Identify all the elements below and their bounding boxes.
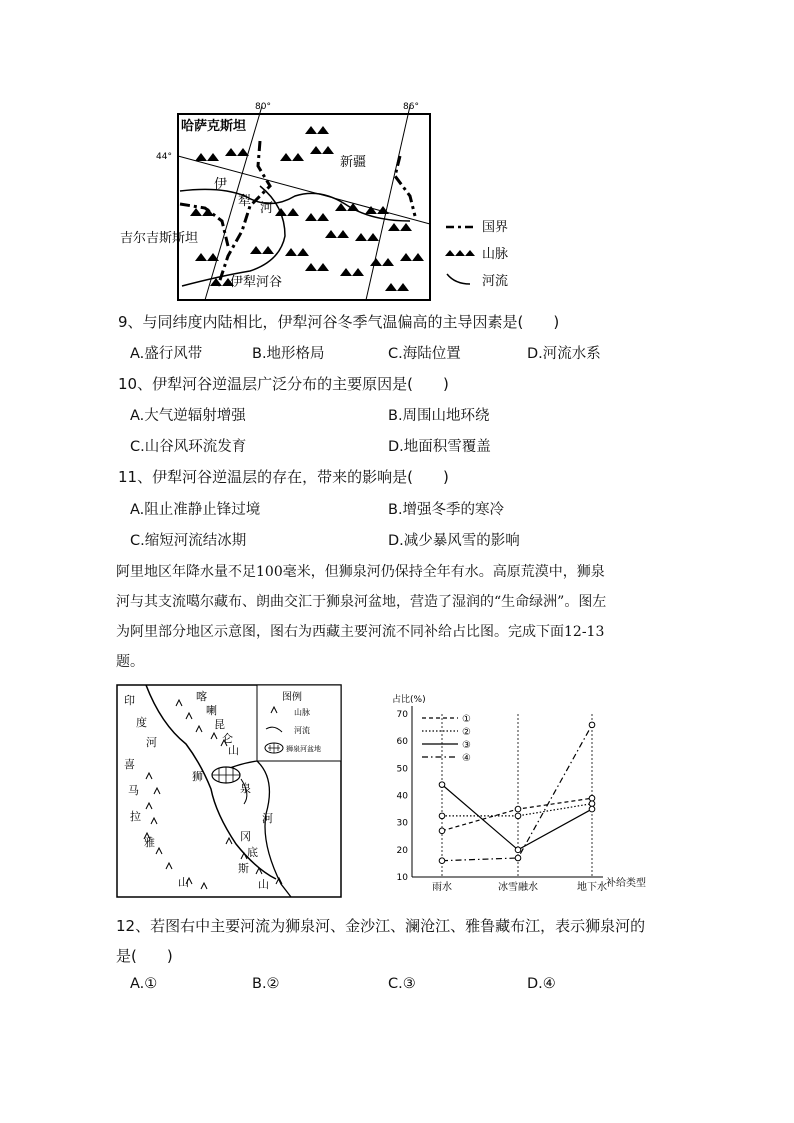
chart-data-point — [439, 858, 445, 864]
q12-option-a[interactable]: A.① — [130, 976, 158, 992]
q11-option-d[interactable]: D.减少暴风雪的影响 — [388, 533, 520, 549]
question-12-stem-2: 是( ) — [116, 947, 173, 965]
himalaya-char-3: 拉 — [130, 810, 141, 823]
chart-y-tick-label: 50 — [396, 764, 408, 775]
question-9-stem: 9、与同纬度内陆相比，伊犁河谷冬季气温偏高的主导因素是( ) — [118, 313, 560, 331]
question-10-stem: 10、伊犁河谷逆温层广泛分布的主要原因是( ) — [118, 375, 449, 393]
passage-line-2: 河与其支流噶尔藏布、朗曲交汇于狮泉河盆地，营造了湿润的“生命绿洲”。图左 — [116, 594, 607, 610]
q12-option-b[interactable]: B.② — [252, 976, 280, 992]
ngari-map-svg — [116, 684, 344, 900]
chart-data-point — [515, 806, 521, 812]
ili-valley-map — [110, 96, 530, 306]
chart-y-tick-label: 70 — [396, 710, 408, 720]
ili-valley-label: 伊犁河谷 — [230, 275, 283, 290]
q12-option-d[interactable]: D.④ — [527, 976, 556, 992]
gangdise-char-1: 冈 — [240, 830, 251, 843]
xinjiang-label: 新疆 — [340, 155, 367, 170]
indus-char-2: 度 — [136, 716, 147, 729]
q12-option-c[interactable]: C.③ — [388, 976, 416, 992]
q11-option-a[interactable]: A.阻止准静止锋过境 — [130, 502, 261, 518]
chart-axes-group — [397, 706, 607, 893]
lat-44-label: 44° — [156, 152, 172, 162]
himalaya-char-4: 雅 — [144, 836, 155, 849]
himalaya-char-1: 喜 — [124, 758, 135, 771]
q11-option-c[interactable]: C.缩短河流结冰期 — [130, 533, 247, 549]
chart-data-point — [515, 813, 521, 819]
shiquan-char-3: 河 — [262, 812, 273, 825]
q10-option-d[interactable]: D.地面积雪覆盖 — [388, 439, 491, 455]
chart-data-point — [589, 801, 595, 807]
q10-option-a[interactable]: A.大气逆辐射增强 — [130, 408, 246, 424]
passage — [116, 557, 696, 677]
shiquan-char-1: 狮 — [192, 770, 203, 783]
ili-map-frame — [178, 114, 430, 300]
ngari-legend-title: 图例 — [282, 692, 302, 703]
border-line-3 — [395, 156, 415, 216]
chart-y-tick-label: 60 — [396, 737, 408, 748]
karakoram-char-5: 山 — [228, 744, 239, 757]
q9-option-b[interactable]: B.地形格局 — [252, 346, 325, 362]
lon-86-label: 86° — [403, 102, 419, 112]
himalaya-char-5: 山 — [178, 876, 189, 889]
ngari-map — [116, 684, 344, 900]
passage-line-4: 题。 — [116, 654, 144, 670]
question-12-stem-1: 12、若图右中主要河流为狮泉河、金沙江、澜沧江、雅鲁藏布江，表示狮泉河的 — [116, 917, 646, 935]
ngari-legend-basin: 狮泉河盆地 — [286, 745, 321, 753]
gangdise-char-2: 底 — [247, 846, 258, 859]
ngari-legend-river: 河流 — [294, 726, 310, 735]
chart-legend-label: ① — [462, 714, 471, 725]
chart-data-point — [589, 795, 595, 801]
chart-xlabel: 补给类型 — [606, 878, 646, 889]
q10-option-b[interactable]: B.周围山地环绕 — [388, 408, 490, 424]
question-11-stem: 11、伊犁河谷逆温层的存在，带来的影响是( ) — [118, 468, 449, 486]
kazakhstan-label: 哈萨克斯坦 — [181, 119, 247, 134]
chart-x-tick-label: 冰雪融水 — [498, 882, 538, 893]
chart-y-tick-label: 30 — [396, 818, 408, 829]
chart-data-point — [589, 806, 595, 812]
ngari-legend-mountain: 山脉 — [294, 708, 310, 717]
chart-legend-label: ② — [462, 727, 471, 738]
karakoram-char-3: 昆 — [214, 718, 225, 731]
chart-data-point — [439, 782, 445, 788]
karakoram-char-2: 喇 — [206, 704, 217, 717]
recharge-chart — [380, 684, 670, 900]
kyrgyzstan-label: 吉尔吉斯斯坦 — [120, 231, 199, 246]
chart-y-tick-label: 10 — [396, 873, 408, 883]
chart-x-tick-label: 地下水 — [577, 882, 607, 893]
chart-data-point — [515, 855, 521, 861]
meridian-86 — [366, 106, 410, 300]
map1-legend — [445, 220, 508, 289]
ili-map-svg — [110, 96, 530, 306]
shiquan-char-2: 泉 — [240, 782, 251, 795]
passage-line-3: 为阿里部分地区示意图，图右为西藏主要河流不同补给占比图。完成下面12-13 — [116, 624, 605, 640]
he-char-label: 河 — [260, 201, 274, 216]
lon-80-label: 80° — [255, 102, 271, 112]
q9-option-d[interactable]: D.河流水系 — [527, 346, 601, 362]
karakoram-char-1: 喀 — [196, 690, 207, 703]
chart-legend-group — [422, 714, 471, 764]
recharge-chart-svg — [380, 684, 670, 900]
himalaya-char-2: 马 — [128, 784, 139, 797]
gangdise-char-3: 斯 — [238, 862, 249, 875]
li-char-label: 犁 — [238, 194, 252, 209]
legend-mountain-label: 山脉 — [482, 247, 509, 262]
passage-line-1: 阿里地区年降水量不足100毫米，但狮泉河仍保持全年有水。高原荒漠中，狮泉 — [116, 564, 605, 580]
legend-border-label: 国界 — [482, 220, 509, 235]
legend-river-label: 河流 — [482, 274, 509, 289]
chart-x-tick-label: 雨水 — [432, 882, 452, 893]
chart-legend-label: ③ — [462, 740, 471, 751]
q9-option-c[interactable]: C.海陆位置 — [388, 346, 461, 362]
q11-option-b[interactable]: B.增强冬季的寒冷 — [388, 502, 505, 518]
chart-data-point — [589, 722, 595, 728]
chart-data-point — [439, 813, 445, 819]
indus-char-3: 河 — [146, 736, 157, 749]
gangdise-char-4: 山 — [258, 878, 269, 891]
chart-legend-label: ④ — [462, 753, 471, 764]
chart-ylabel: 占比(%) — [392, 695, 426, 705]
karakoram-char-4: 仑 — [222, 732, 233, 745]
chart-data-point — [515, 847, 521, 853]
indus-char-1: 印 — [124, 694, 135, 707]
chart-data-point — [439, 828, 445, 834]
q9-option-a[interactable]: A.盛行风带 — [130, 346, 203, 362]
q10-option-c[interactable]: C.山谷风环流发育 — [130, 439, 247, 455]
chart-y-tick-label: 40 — [396, 791, 408, 802]
chart-y-tick-label: 20 — [396, 845, 408, 856]
yi-char-label: 伊 — [214, 177, 228, 192]
